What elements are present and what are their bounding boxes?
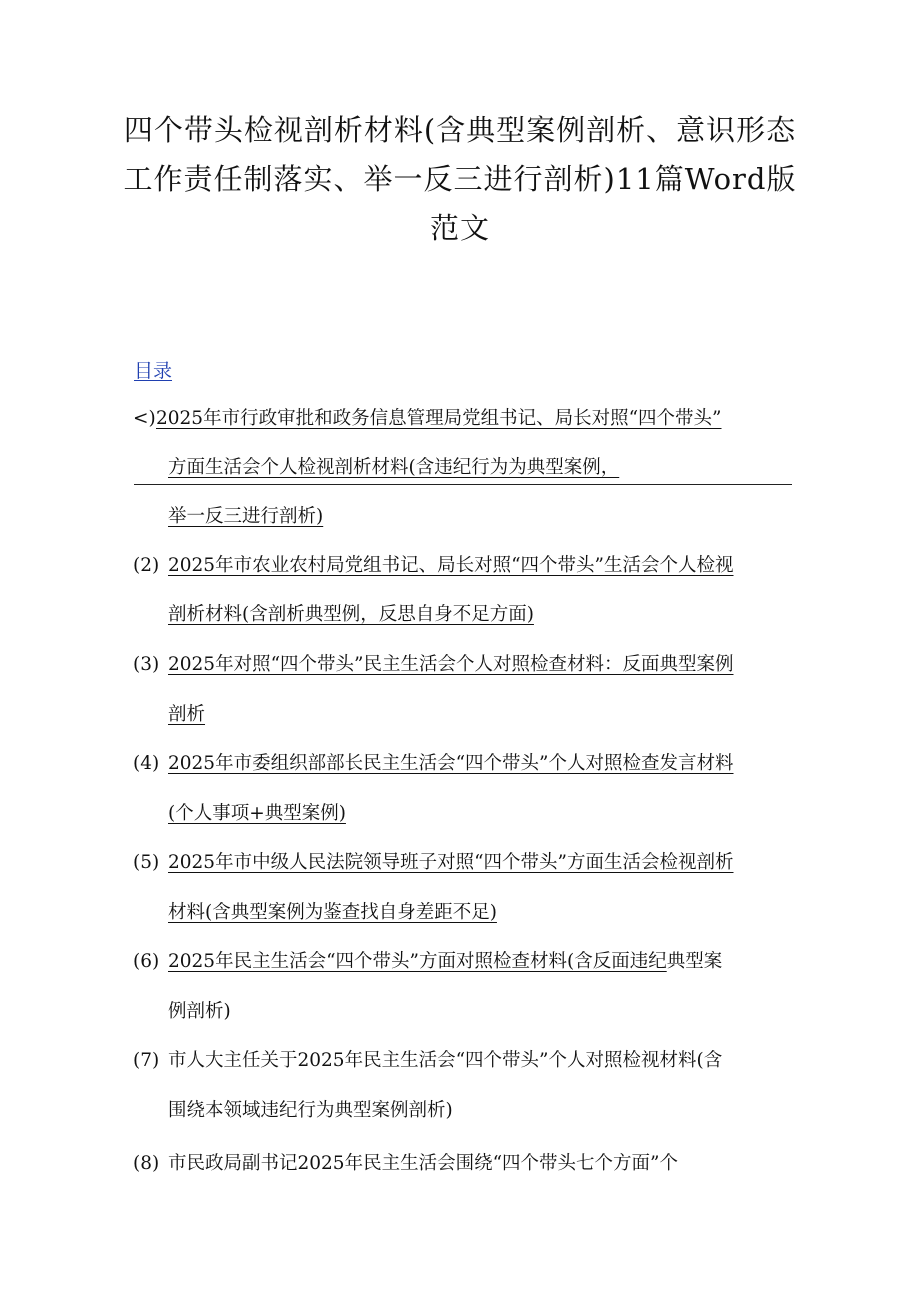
toc-item-6-line-2: 例剖析) bbox=[168, 1001, 231, 1022]
document-title-line-1: 四个带头检视剖析材料(含典型案例剖析、意识形态 bbox=[123, 113, 797, 147]
toc-item-3-number: (3) bbox=[133, 654, 160, 675]
toc-item-4-line-1[interactable]: 2025年市委组织部部长民主生活会“四个带头”个人对照检查发言材料 bbox=[168, 753, 734, 774]
toc-item-8-number: (8) bbox=[133, 1153, 160, 1174]
toc-item-5-line-2[interactable]: 材料(含典型案例为鉴查找自身差距不足) bbox=[168, 902, 497, 923]
toc-item-7-line-1: 市人大主任关于2025年民主生活会“四个带头”个人对照检视材料(含 bbox=[168, 1050, 723, 1071]
toc-item-4-line-2[interactable]: (个人事项+典型案例) bbox=[168, 803, 346, 824]
toc-item-6-line-1[interactable]: 2025年民主生活会“四个带头”方面对照检查材料(含反面违纪 bbox=[168, 951, 667, 972]
toc-item-2-line-1[interactable]: 2025年市农业农村局党组书记、局长对照“四个带头”生活会个人检视 bbox=[168, 555, 734, 576]
document-title-line-3: 范文 bbox=[429, 211, 490, 245]
toc-item-7-number: (7) bbox=[133, 1050, 160, 1071]
document-title-line-2: 工作责任制落实、举一反三进行剖析)11篇Word版 bbox=[123, 162, 797, 196]
toc-item-4-number: (4) bbox=[133, 753, 160, 774]
toc-item-1-number: <) bbox=[133, 408, 156, 429]
toc-item-5-number: (5) bbox=[133, 852, 160, 873]
toc-item-1-line-2[interactable]: 方面生活会个人检视剖析材料(含违纪行为为典型案例， bbox=[168, 457, 620, 478]
horizontal-rule bbox=[134, 484, 792, 485]
toc-item-3-line-2[interactable]: 剖析 bbox=[168, 704, 206, 725]
toc-heading-link[interactable]: 目录 bbox=[134, 360, 173, 382]
toc-item-8-line-1: 市民政局副书记2025年民主生活会围绕“四个带头七个方面”个 bbox=[168, 1153, 678, 1174]
toc-item-6-number: (6) bbox=[133, 951, 160, 972]
toc-item-1-line-1[interactable]: 2025年市行政审批和政务信息管理局党组书记、局长对照“四个带头” bbox=[156, 408, 722, 429]
toc-item-3-line-1[interactable]: 2025年对照“四个带头”民主生活会个人对照检查材料：反面典型案例 bbox=[168, 654, 734, 675]
toc-item-1-line-3[interactable]: 举一反三进行剖析) bbox=[168, 506, 324, 527]
toc-item-2-line-2[interactable]: 剖析材料(含剖析典型例，反思自身不足方面) bbox=[168, 604, 534, 625]
toc-item-6-line-1-tail: 典型案 bbox=[666, 951, 723, 972]
toc-item-5-line-1[interactable]: 2025年市中级人民法院领导班子对照“四个带头”方面生活会检视剖析 bbox=[168, 852, 734, 873]
toc-item-7-line-2: 围绕本领域违纪行为典型案例剖析) bbox=[168, 1100, 453, 1121]
toc-item-2-number: (2) bbox=[133, 555, 160, 576]
toc-item-6-line-1-wrap bbox=[168, 949, 722, 975]
